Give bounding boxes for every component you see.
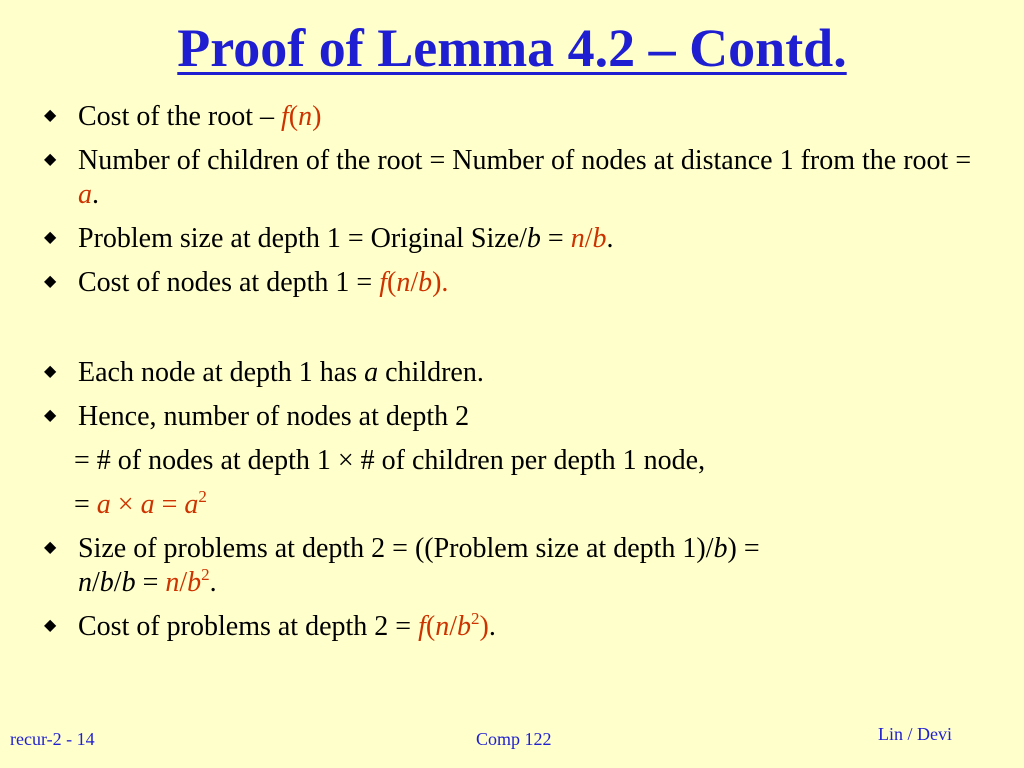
diamond-bullet-icon: ◆: [44, 273, 57, 290]
continuation-line-1: = # of nodes at depth 1 × # of children per depth 1 node,: [74, 445, 706, 476]
diamond-bullet-icon: ◆: [44, 407, 57, 424]
author-label: Lin / Devi: [878, 724, 952, 744]
bullet-depth1-children: ◆ Each node at depth 1 has a children.: [44, 357, 484, 388]
diamond-bullet-icon: ◆: [44, 617, 57, 634]
course-label: Comp 122: [476, 729, 552, 749]
bullet-depth1-size: ◆ Problem size at depth 1 = Original Size/b = n/b.: [44, 223, 614, 254]
slide-number: recur-2 - 14: [10, 729, 95, 749]
diamond-bullet-icon: ◆: [44, 151, 57, 168]
diamond-bullet-icon: ◆: [44, 229, 57, 246]
bullet-depth2-cost: ◆ Cost of problems at depth $2 = f(n/b^2)$.: [44, 609, 496, 642]
bullet-depth2-size: ◆ Size of problems at depth 2 = ((Problem size at depth 1)/b) = $n/b/b = n/b^2$.: [44, 533, 760, 598]
bullet-root-children: ◆ Number of children of the root = Number of nodes at distance 1 from the root = a.: [44, 145, 972, 210]
diamond-bullet-icon: ◆: [44, 363, 57, 380]
continuation-line-2: = $a \times a = a^2$: [74, 487, 207, 520]
spacer: [38, 310, 988, 356]
bullet-root-cost: ◆ Cost of the root – f(n): [44, 101, 322, 132]
slide-title: Proof of Lemma 4.2 – Contd.: [177, 18, 847, 78]
diamond-bullet-icon: ◆: [44, 539, 57, 556]
bullet-depth1-cost: ◆ Cost of nodes at depth 1 = f(n/b).: [44, 267, 449, 298]
slide-body: [38, 100, 988, 654]
diamond-bullet-icon: ◆: [44, 107, 57, 124]
bullet-depth2-nodes: ◆ Hence, number of nodes at depth 2: [44, 401, 470, 432]
